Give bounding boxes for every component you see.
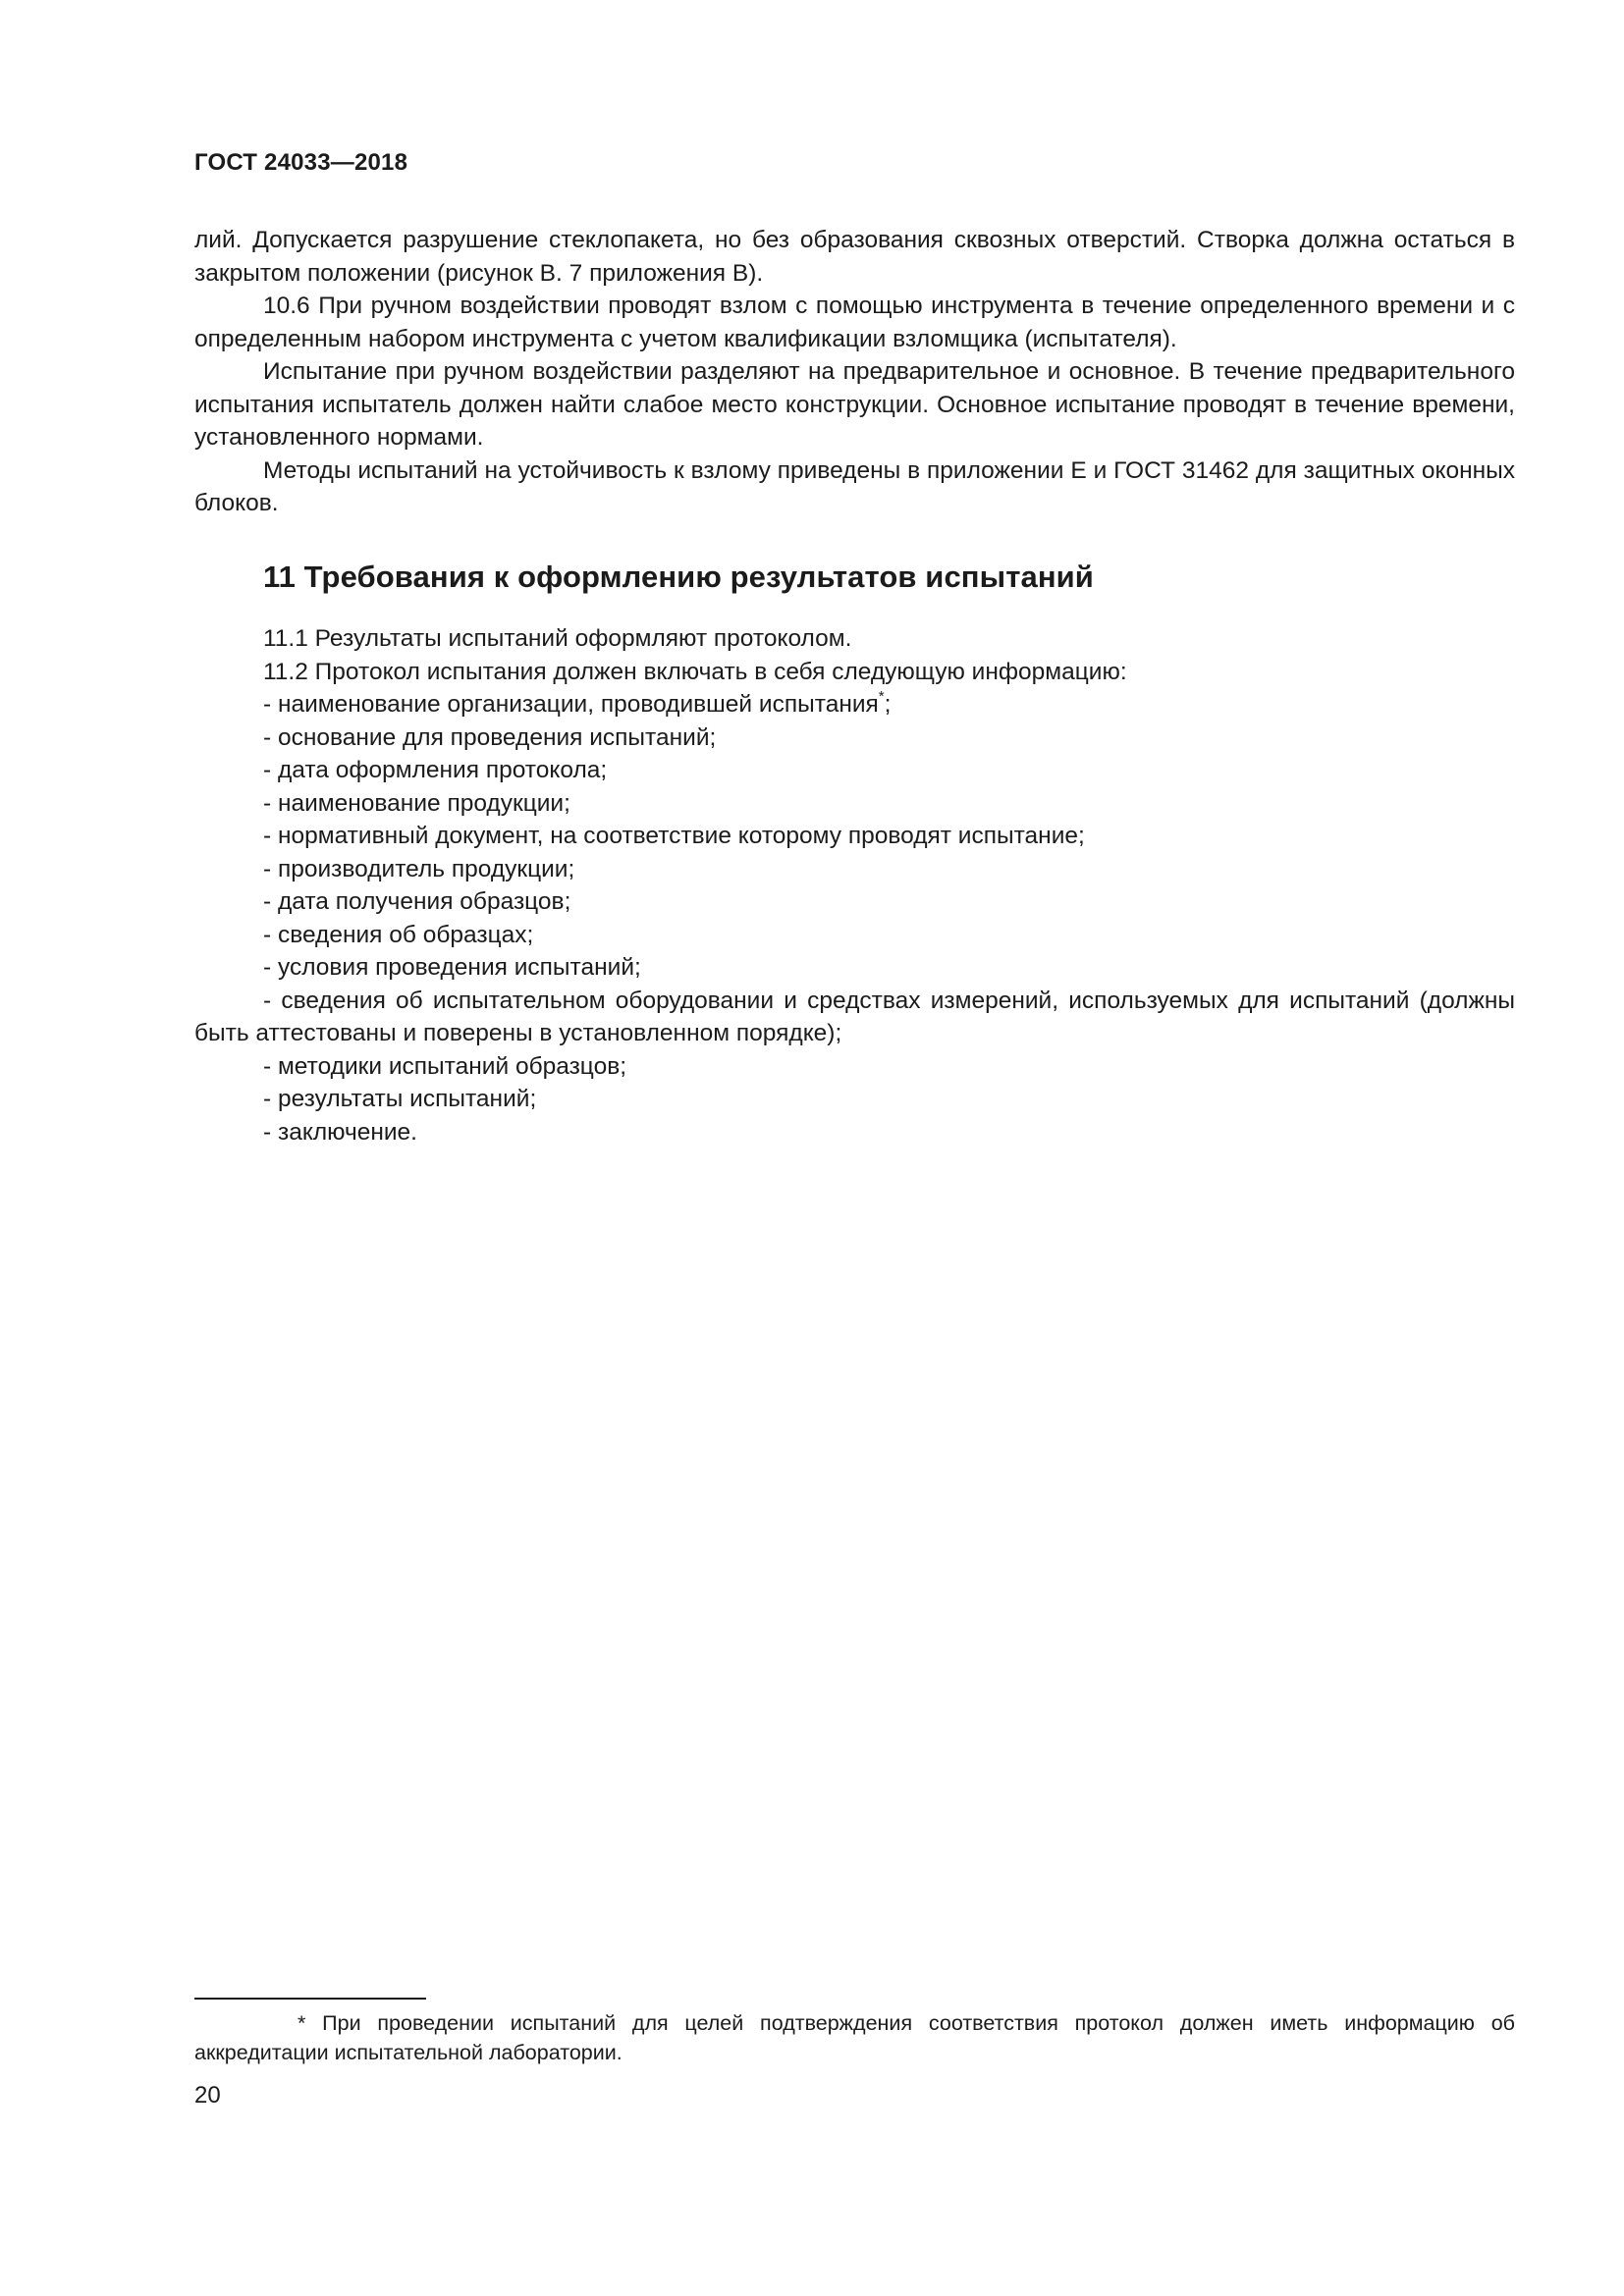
list-item: - методики испытаний образцов; [263, 1052, 627, 1080]
list-item: - основание для проведения испытаний; [263, 723, 717, 751]
list-item: - дата оформления протокола; [263, 757, 608, 783]
document-header: ГОСТ 24033—2018 [194, 149, 408, 176]
paragraph-manual-test: Испытание при ручном воздействии разделяют на предварительное и основное. В течение предварительного испытания испытатель должен найти слабое место конструкции. Основное испытание проводят в течение времени, установленного нормами. [194, 358, 1515, 451]
footnote-divider [194, 1998, 426, 2000]
paragraph-test-methods: Методы испытаний на устойчивость к взлому приведены в приложении Е и ГОСТ 31462 для защитных оконных блоков. [194, 456, 1515, 516]
list-item: - наименование продукции; [263, 789, 570, 817]
list-item: - заключение. [263, 1118, 417, 1146]
footnote-text: * При проведении испытаний для целей подтверждения соответствия протокол должен иметь информацию об аккредитации испытательной лаборатории. [194, 2011, 1515, 2064]
list-item [194, 688, 1515, 721]
list-item: - производитель продукции; [263, 855, 575, 882]
list-item: - сведения об испытательном оборудовании и средствах измерений, используемых для испытаний (должны быть аттестованы и поверены в установленном порядке); [194, 987, 1515, 1046]
list-item-punct: ; [884, 691, 892, 718]
section-11-content [194, 622, 1515, 1148]
list-item: - дата получения образцов; [263, 888, 571, 915]
item-11-1: 11.1 Результаты испытаний оформляют протоколом. [263, 625, 852, 652]
list-item: - условия проведения испытаний; [263, 954, 641, 981]
footnote [194, 2008, 1515, 2067]
item-11-2: 11.2 Протокол испытания должен включать в себя следующую информацию: [263, 658, 1127, 685]
list-item: - результаты испытаний; [263, 1086, 537, 1112]
paragraph-continuation: лий. Допускается разрушение стеклопакета, но без образования сквозных отверстий. Створка должна остаться в закрытом положении (рисунок В. 7 приложения В). [194, 227, 1515, 287]
list-item: - сведения об образцах; [263, 921, 534, 948]
paragraph-10-6: 10.6 При ручном воздействии проводят взлом с помощью инструмента в течение определенного времени и с определенным набором инструмента с учетом квалификации взломщика (испытателя). [194, 293, 1515, 352]
body-text [194, 224, 1515, 520]
section-title: 11 Требования к оформлению результатов испытаний [263, 560, 1094, 594]
footnote-marker: * [878, 688, 885, 705]
list-item: - нормативный документ, на соответствие которому проводят испытание; [263, 823, 1085, 849]
page-number: 20 [194, 2082, 221, 2109]
list-item-text: - наименование организации, проводившей испытания [263, 691, 879, 718]
